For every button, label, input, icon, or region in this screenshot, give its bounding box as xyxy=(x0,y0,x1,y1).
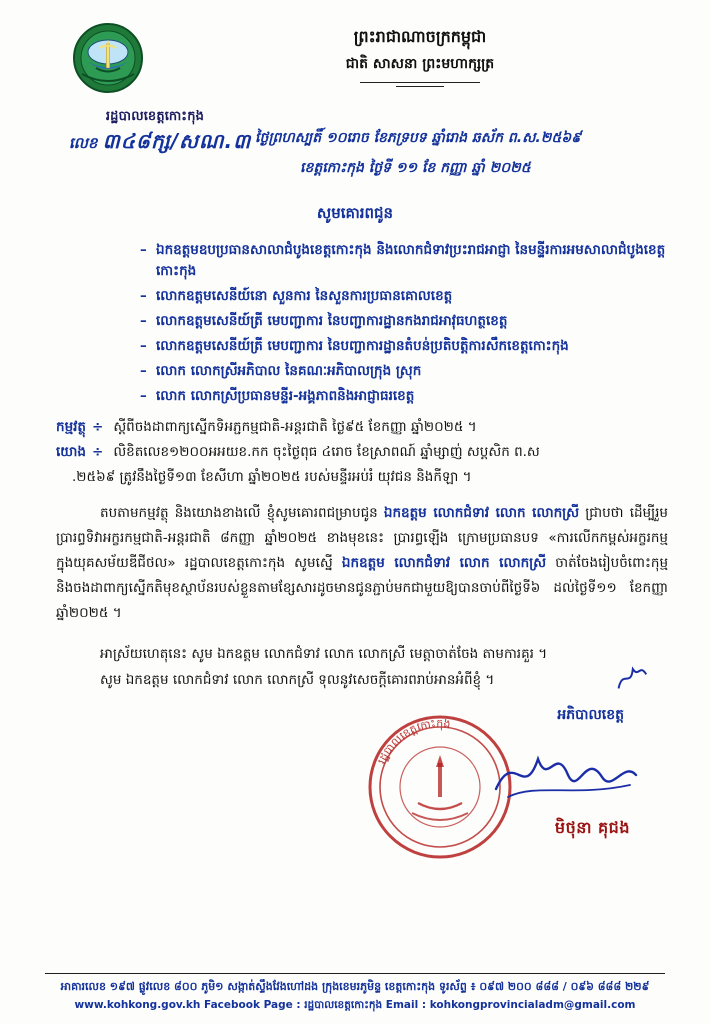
recipient-text: លោកឧត្តមសេនីយ៍ត្រី មេបញ្ជាការ នៃបញ្ជាការដ្ឋានតំបន់ប្រតិបត្តិការសឹកខេត្តកោះកុង xyxy=(156,337,569,354)
subject-label: កម្មវត្ថុ xyxy=(56,419,86,436)
signatory-title: អភិបាលខេត្ត xyxy=(557,707,624,724)
closing1-part-a: អាស្រ័យហេតុនេះ សូម xyxy=(100,646,218,663)
document-number-value: ៣៤៨ក្ស/សណ.៣ xyxy=(102,129,252,153)
subject-reference-block xyxy=(0,416,710,489)
place-and-gregorian-date: ខេត្តកោះកុង ថ្ងៃទី ១១ ខែ កញ្ញា ឆ្នាំ ២០២៥ xyxy=(300,160,531,176)
national-emblem-icon xyxy=(72,22,144,94)
list-item xyxy=(140,286,670,307)
reference-separator: ÷ xyxy=(92,444,104,461)
dash-bullet: – xyxy=(140,287,147,304)
reference-row xyxy=(56,441,670,464)
salutation: សូមគោរពជូន xyxy=(316,204,394,222)
list-item xyxy=(140,240,670,282)
subject-separator: ÷ xyxy=(92,419,104,436)
kingdom-title: ព្រះរាជាណាចក្រកម្ពុជា xyxy=(353,27,487,46)
recipient-text: លោក លោកស្រីប្រធានមន្ទីរ-អង្គភាពនិងអាជ្ញាធរខេត្ត xyxy=(156,387,415,404)
closing1-part-c: មេត្តាចាត់ចែង តាមការគួរ ។ xyxy=(405,646,548,663)
closing2-part-a: សូម xyxy=(100,671,126,688)
document-number-label: លេខ xyxy=(68,134,98,152)
recipient-text: លោកឧត្តមសេនីយ៍ត្រី មេបញ្ជាការ នៃបញ្ជាការដ្ឋានកងរាជអាវុធហត្ថខេត្ត xyxy=(156,312,508,329)
recipient-text: លោកឧត្តមសេនីយ៍នោ សួនការ នៃសួនការប្រធានគោលខេត្ត xyxy=(156,287,453,304)
list-item xyxy=(140,336,670,357)
dash-bullet: – xyxy=(140,312,147,329)
reference-text-line2: .២៥៦៩ ត្រូវនឹងថ្ងៃទី១៣ ខែសីហា ឆ្នាំ២០២៥ របស់មន្ទីរអប់រំ យុវជន និងកីឡា ។ xyxy=(72,469,472,486)
list-item xyxy=(140,311,670,332)
motto-divider xyxy=(360,82,480,83)
signatory-name: មិថុនា គុជង xyxy=(554,818,630,838)
signature-area xyxy=(0,697,710,897)
subject-text: ស្តីពីចងដាពាក្យស្នើកទិអភ្ជកម្មជាតិ-អន្តរជាតិ ថ្ងៃ៩៥ ខែកញ្ញា ឆ្នាំ២០២៥ ។ xyxy=(113,419,477,436)
footer-contacts: www.kohkong.gov.kh Facebook Page : រដ្ឋបាលខេត្តកោះកុង Email : kohkongprovincialadm@gmail.com xyxy=(74,999,636,1011)
document-number xyxy=(40,128,280,158)
closing-paragraph-2 xyxy=(0,668,710,694)
svg-text:រដ្ឋបាលខេត្តកោះកុង: រដ្ឋបាលខេត្តកោះកុង xyxy=(374,717,452,767)
closing1-honorific: ឯកឧត្តម លោកជំទាវ លោក លោកស្រី xyxy=(217,646,406,663)
body-honorific-2: ឯកឧត្តម លោកជំទាវ លោក លោកស្រី xyxy=(341,555,547,572)
dash-bullet: – xyxy=(140,362,147,379)
dash-bullet: – xyxy=(140,337,147,354)
subject-row xyxy=(56,416,670,439)
handwritten-signature xyxy=(490,731,640,811)
body-honorific-1: ឯកឧត្តម លោកជំទាវ លោក លោកស្រី xyxy=(383,505,580,522)
document-header xyxy=(0,0,710,200)
recipient-text: ឯកឧត្តមឧបប្រធានសាលាជំបូងខេត្តកោះកុង និងលោកជំទាវប្រះរាជអាជ្ញា នៃមន្ទីរការអមសាលាជំបូងខេត្តកោះកុង xyxy=(156,242,666,279)
dash-bullet: – xyxy=(140,387,147,404)
body-part-c: ជ្រាបថា ដើម្បីរួមប្រារព្ធទិវាអក្ខរកម្មជាតិ-អន្តរជាតិ ៨កញ្ញា ឆ្នាំ២០២៥ ខាងមុខនេះ ប្រារព្ធឡើង ក្រោមប្រធានបទ «ការលើកកម្ពស់អក្ខរកម្មក្នុងយុគសម័យឌីជីថល» រដ្ឋបាលខេត្តកោះកុង សូមស្នើ xyxy=(56,505,668,572)
closing2-honorific: ឯកឧត្តម លោកជំទាវ លោក លោកស្រី xyxy=(125,671,315,688)
khmer-date-line: ថ្ងៃព្រហស្បតិ៍ ១០រោច ខែភទ្របទ ឆ្នាំរោង ឆស័ក ព.ស.២៥៦៩ xyxy=(255,130,582,146)
footer-address: អាគារលេខ ១៩៧ ផ្លូវលេខ ៨០០ ភូមិ១ សង្កាត់ស្ទឹងវែងហៅដង ក្រុងខេមរភូមិន្ទ ខេត្តកោះកុង ទូរស័ព្ទ ៖ ០៩៧ ២០០ ៨៨៨ / ០៩៦ ៨៨៨ ២២៩ xyxy=(60,980,650,993)
body-paragraph xyxy=(0,501,710,626)
closing2-part-c: ទុលនូវសេចក្តីគោរពរាប់អានអំពីខ្ញុំ ។ xyxy=(314,671,495,688)
body-part-a: តបតាមកម្មវត្ថុ និងយោងខាងលើ ខ្ញុំសូមគោរពជម្រាបជូន xyxy=(100,505,384,522)
dash-bullet: – xyxy=(140,242,147,258)
recipient-text: លោក លោកស្រីអភិបាល នៃគណៈអភិបាលក្រុង ស្រុក xyxy=(156,362,422,379)
issuing-authority: រដ្ឋបាលខេត្តកោះកុង xyxy=(105,109,205,124)
body-part-e: ចាត់ចែងរៀបចំពោះកុម្ម និងចងដាពាក្យស្នើកតិមុខស្ថាប័នរបស់ខ្លួនតាមខ្សែសារដូចមានជូនភ្ជាប់មកជាមួយឱ្យបានចាប់ពីថ្ងៃទី៦ ដល់ថ្ងៃទី១១ ខែកញ្ញា ឆ្នាំ២០២៥ ។ xyxy=(56,555,669,622)
list-item xyxy=(140,386,670,407)
list-item xyxy=(140,361,670,382)
reference-text-line1: លិខិតលេខ១២០០អអយខ.កក ចុះថ្ងៃពុធ ៤រោច ខែស្រាពណ៍ ឆ្នាំម្សាញ់ សប្តសិក ព.ស xyxy=(113,444,540,461)
recipient-list xyxy=(0,240,710,406)
footer-divider xyxy=(45,973,665,974)
national-motto: ជាតិ សាសនា ព្រះមហាក្សត្រ xyxy=(345,56,495,72)
document-footer xyxy=(0,973,710,1014)
reference-label: យោង xyxy=(56,444,86,461)
